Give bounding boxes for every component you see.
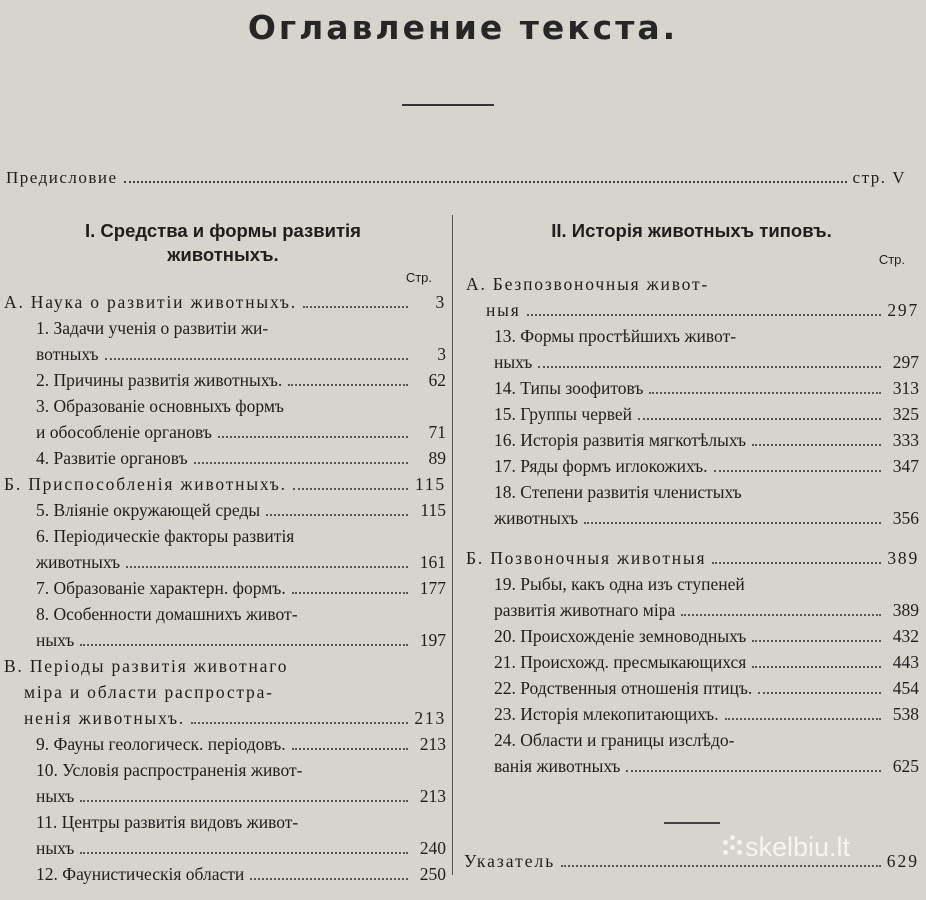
toc-text-line: вотныхъ: [36, 344, 99, 364]
toc-leader: [288, 384, 408, 386]
toc-page-number: 454: [892, 678, 919, 698]
toc-item: [0, 731, 446, 757]
watermark-logo-dot: [723, 840, 728, 845]
toc-item: [464, 453, 919, 479]
toc-section: [0, 471, 446, 497]
toc-page-number: 325: [892, 404, 919, 424]
toc-item: [0, 367, 446, 393]
toc-text-line: 4. Развитіе органовъ: [36, 448, 188, 468]
toc-section: [0, 289, 446, 315]
toc-text-line: животныхъ: [36, 552, 121, 572]
toc-leader: [303, 306, 408, 308]
toc-text-line: 17. Ряды формъ иглокожихъ.: [494, 456, 708, 476]
preface-page: стр. V: [852, 168, 906, 187]
toc-text-line: ныя: [486, 300, 521, 320]
toc-text-line: ванія животныхъ: [494, 756, 621, 776]
left-page-header: Стр.: [405, 270, 432, 285]
toc-leader: [194, 462, 408, 464]
toc-leader: [191, 722, 408, 724]
toc-item: [0, 861, 446, 887]
left-column: [0, 215, 446, 887]
toc-text-line: 1. Задачи ученія о развитіи жи-: [36, 318, 269, 338]
toc-text-line: 9. Фауны геологическ. періодовъ.: [36, 734, 286, 754]
watermark-logo-dot: [730, 835, 735, 840]
toc-item: [0, 757, 446, 809]
toc-text-line: 20. Происхожденіе земноводныхъ: [494, 626, 747, 646]
toc-text-line: 12. Фаунистическія области: [36, 864, 245, 884]
toc-leader: [250, 878, 408, 880]
toc-text-line: 22. Родственныя отношенія птицъ.: [494, 678, 753, 698]
toc-page-number: 250: [419, 864, 446, 884]
watermark-logo-dot: [723, 850, 728, 855]
toc-item: [464, 375, 919, 401]
toc-text-line: Б. Приспособленія животныхъ.: [4, 474, 287, 494]
toc-page-number: 313: [892, 378, 919, 398]
toc-page-number: 177: [419, 578, 446, 598]
toc-text-line: 18. Степени развитія членистыхъ: [494, 482, 742, 502]
toc-item: [464, 479, 919, 531]
watermark-logo-dot: [737, 840, 742, 845]
index-page: 629: [886, 851, 919, 871]
toc-item: [0, 575, 446, 601]
toc-text-line: ныхъ: [36, 630, 75, 650]
toc-text-line: ныхъ: [36, 786, 75, 806]
right-column: [464, 215, 919, 779]
right-toc-list: [464, 271, 919, 779]
toc-page-number: 625: [892, 756, 919, 776]
toc-text-line: ныхъ: [36, 838, 75, 858]
toc-section: [464, 271, 919, 323]
toc-text-line: А. Наука о развитіи животныхъ.: [4, 292, 297, 312]
toc-leader: [584, 522, 881, 524]
toc-leader: [758, 692, 881, 694]
toc-text-line: животныхъ: [494, 508, 579, 528]
toc-leader: [292, 592, 408, 594]
toc-leader: [752, 640, 881, 642]
toc-leader: [752, 444, 881, 446]
toc-item: [0, 523, 446, 575]
toc-leader: [752, 666, 881, 668]
toc-text-line: 14. Типы зоофитовъ: [494, 378, 644, 398]
toc-page-number: 213: [419, 734, 446, 754]
toc-text-line: 16. Исторія развитія мягкотѣлыхъ: [494, 430, 747, 450]
toc-text-line: 5. Вліяніе окружающей среды: [36, 500, 261, 520]
right-heading: II. Исторія животныхъ типовъ.: [551, 220, 832, 241]
left-heading-line2: животныхъ.: [167, 244, 279, 265]
toc-leader: [681, 614, 881, 616]
left-toc-list: [0, 289, 446, 887]
toc-item: [0, 315, 446, 367]
preface-line: [6, 168, 906, 188]
toc-leader: [80, 800, 408, 802]
toc-leader: [292, 748, 408, 750]
column-divider: [452, 215, 453, 875]
toc-item: [464, 675, 919, 701]
toc-leader: [626, 770, 881, 772]
toc-item: [0, 497, 446, 523]
toc-page-number: 240: [419, 838, 446, 858]
toc-page-number: 213: [414, 708, 446, 728]
watermark-text: skelbiu.lt: [745, 832, 851, 862]
toc-page-number: 432: [892, 626, 919, 646]
toc-item: [464, 623, 919, 649]
toc-leader: [538, 366, 881, 368]
toc-text-line: ненія животныхъ.: [24, 708, 185, 728]
toc-text-line: 6. Періодическіе факторы развитія: [36, 526, 295, 546]
toc-text-line: 3. Образованіе основныхъ формъ: [36, 396, 284, 416]
toc-page-number: 115: [420, 500, 446, 520]
toc-item: [0, 393, 446, 445]
toc-leader: [80, 852, 408, 854]
toc-text-line: 8. Особенности домашнихъ живот-: [36, 604, 298, 624]
toc-text-line: 19. Рыбы, какъ одна изъ ступеней: [494, 574, 745, 594]
toc-leader: [218, 436, 408, 438]
toc-page-number: 3: [437, 344, 446, 364]
toc-page-number: 347: [892, 456, 919, 476]
index-separator: [664, 822, 720, 824]
toc-page-number: 297: [887, 300, 919, 320]
toc-section: [0, 653, 446, 731]
toc-leader: [527, 314, 881, 316]
right-page-header: Стр.: [878, 252, 905, 267]
toc-item: [0, 601, 446, 653]
toc-leader: [126, 566, 408, 568]
toc-text-line: развитія животнаго міра: [494, 600, 676, 620]
left-heading-line1: I. Средства и формы развитія: [85, 220, 361, 241]
toc-item: [464, 427, 919, 453]
toc-item: [464, 727, 919, 779]
toc-leader: [638, 418, 881, 420]
title-rule: [402, 104, 494, 106]
toc-text-line: Б. Позвоночныя животныя: [466, 548, 707, 568]
toc-section: [464, 545, 919, 571]
toc-leader: [80, 644, 408, 646]
toc-leader: [725, 718, 881, 720]
toc-item: [0, 445, 446, 471]
toc-text-line: и обособленіе органовъ: [36, 422, 212, 442]
toc-page-number: 389: [887, 548, 919, 568]
toc-leader: [293, 488, 408, 490]
page-title: Оглавление текста.: [247, 8, 679, 47]
toc-text-line: 11. Центры развитія видовъ живот-: [36, 812, 299, 832]
toc-leader: [266, 514, 408, 516]
toc-text-line: 10. Условія распространенія живот-: [36, 760, 303, 780]
toc-page-number: 89: [428, 448, 446, 468]
toc-text-line: ныхъ: [494, 352, 533, 372]
toc-text-line: 23. Исторія млекопитающихъ.: [494, 704, 719, 724]
toc-page-number: 3: [435, 292, 446, 312]
toc-page-number: 297: [892, 352, 919, 372]
index-leader: [561, 865, 881, 867]
toc-text-line: міра и области распростра-: [24, 682, 274, 702]
toc-item: [464, 571, 919, 623]
preface-leader: [124, 181, 847, 183]
toc-page-number: 356: [892, 508, 919, 528]
toc-text-line: 24. Области и границы изслѣдо-: [494, 730, 735, 750]
toc-page-number: 115: [414, 474, 446, 494]
preface-label: Предисловие: [6, 168, 118, 187]
toc-page-number: 333: [892, 430, 919, 450]
toc-page-number: 443: [892, 652, 919, 672]
toc-page-number: 538: [892, 704, 919, 724]
toc-text-line: 15. Группы червей: [494, 404, 633, 424]
left-heading: [0, 219, 446, 267]
toc-item: [464, 401, 919, 427]
toc-leader: [649, 392, 881, 394]
toc-leader: [714, 470, 881, 472]
toc-page-number: 62: [428, 370, 446, 390]
toc-page-number: 213: [419, 786, 446, 806]
toc-leader: [712, 562, 881, 564]
toc-text-line: 21. Происхожд. пресмыкающихся: [494, 652, 747, 672]
toc-page-number: 161: [419, 552, 446, 572]
toc-page-number: 389: [892, 600, 919, 620]
toc-leader: [105, 358, 408, 360]
toc-text-line: 13. Формы простѣйшихъ живот-: [494, 326, 737, 346]
toc-page-number: 197: [419, 630, 446, 650]
index-label: Указатель: [464, 851, 556, 871]
toc-item: [464, 323, 919, 375]
index-entry: [464, 848, 919, 874]
toc-text-line: 7. Образованіе характерн. формъ.: [36, 578, 286, 598]
toc-text-line: 2. Причины развитія животныхъ.: [36, 370, 283, 390]
toc-item: [0, 809, 446, 861]
watermark-logo-dot: [737, 850, 742, 855]
toc-text-line: В. Періоды развитія животнаго: [4, 656, 289, 676]
toc-item: [464, 649, 919, 675]
toc-item: [464, 701, 919, 727]
section-gap: [464, 531, 919, 545]
toc-text-line: А. Безпозвоночныя живот-: [466, 274, 710, 294]
toc-page-number: 71: [428, 422, 446, 442]
watermark: [745, 832, 850, 863]
watermark-logo-dot: [730, 845, 735, 850]
